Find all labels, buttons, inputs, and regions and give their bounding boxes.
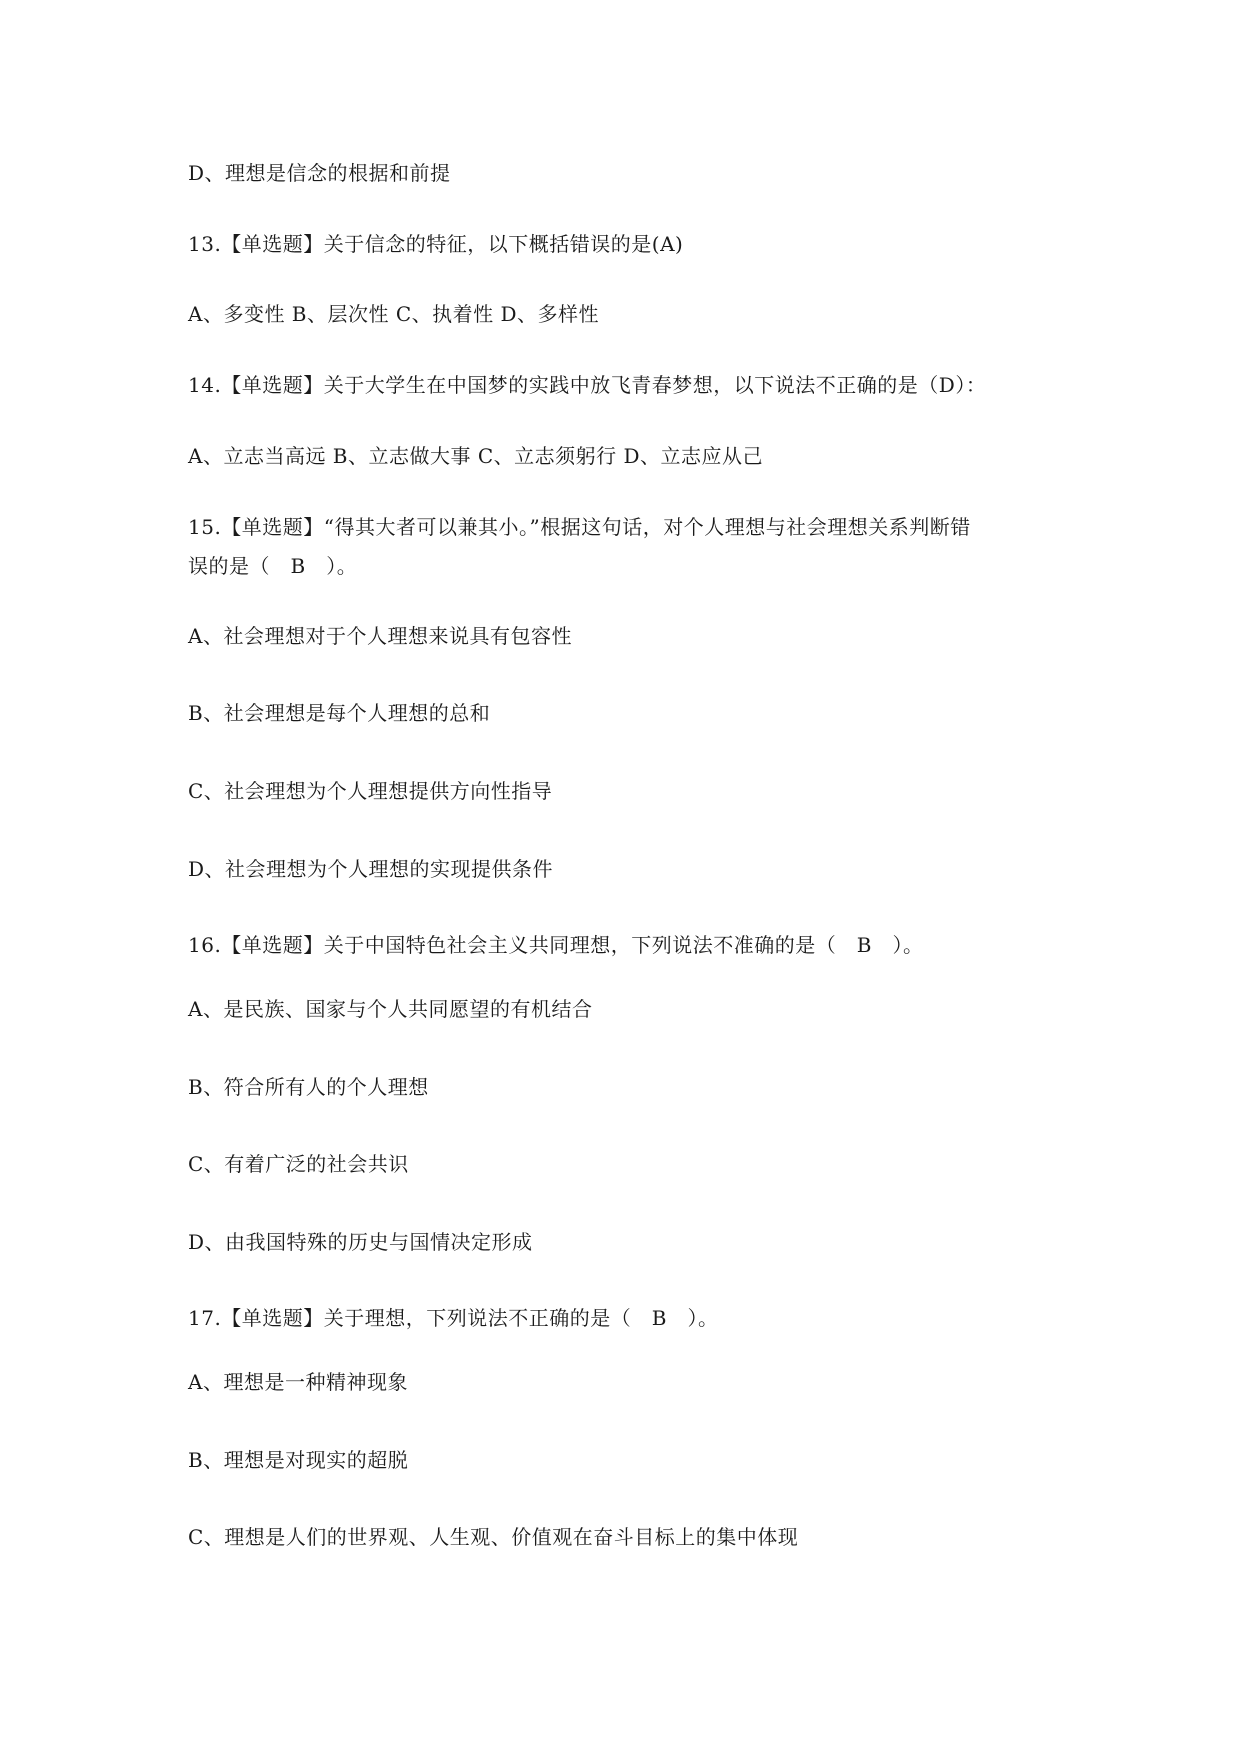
option-line: B、符合所有人的个人理想: [188, 1075, 429, 1099]
option-line: D、由我国特殊的历史与国情决定形成: [188, 1230, 533, 1254]
option-line: A、社会理想对于个人理想来说具有包容性: [188, 624, 572, 648]
option-line: C、有着广泛的社会共识: [188, 1152, 409, 1176]
option-line: D、理想是信念的根据和前提: [188, 161, 451, 185]
option-line: A、立志当高远 B、立志做大事 C、立志须躬行 D、立志应从己: [188, 444, 764, 468]
option-line: A、理想是一种精神现象: [188, 1370, 408, 1394]
option-line: B、理想是对现实的超脱: [188, 1448, 409, 1472]
question-line: 17.【单选题】关于理想，下列说法不正确的是（ B ）。: [188, 1306, 719, 1330]
question-line: 16.【单选题】关于中国特色社会主义共同理想，下列说法不准确的是（ B ）。: [188, 933, 924, 957]
question-line-continued: 误的是（ B ）。: [188, 554, 358, 578]
option-line: B、社会理想是每个人理想的总和: [188, 701, 491, 725]
question-line: 15.【单选题】“得其大者可以兼其小。”根据这句话，对个人理想与社会理想关系判断错: [188, 515, 971, 539]
option-line: C、理想是人们的世界观、人生观、价值观在奋斗目标上的集中体现: [188, 1525, 799, 1549]
option-line: A、是民族、国家与个人共同愿望的有机结合: [188, 997, 593, 1021]
option-line: D、社会理想为个人理想的实现提供条件: [188, 857, 554, 881]
option-line: C、社会理想为个人理想提供方向性指导: [188, 779, 553, 803]
option-line: A、多变性 B、层次性 C、执着性 D、多样性: [188, 302, 600, 326]
question-line: 14.【单选题】关于大学生在中国梦的实践中放飞青春梦想，以下说法不正确的是（D）：: [188, 373, 987, 397]
question-line: 13.【单选题】关于信念的特征，以下概括错误的是(A): [188, 232, 684, 256]
